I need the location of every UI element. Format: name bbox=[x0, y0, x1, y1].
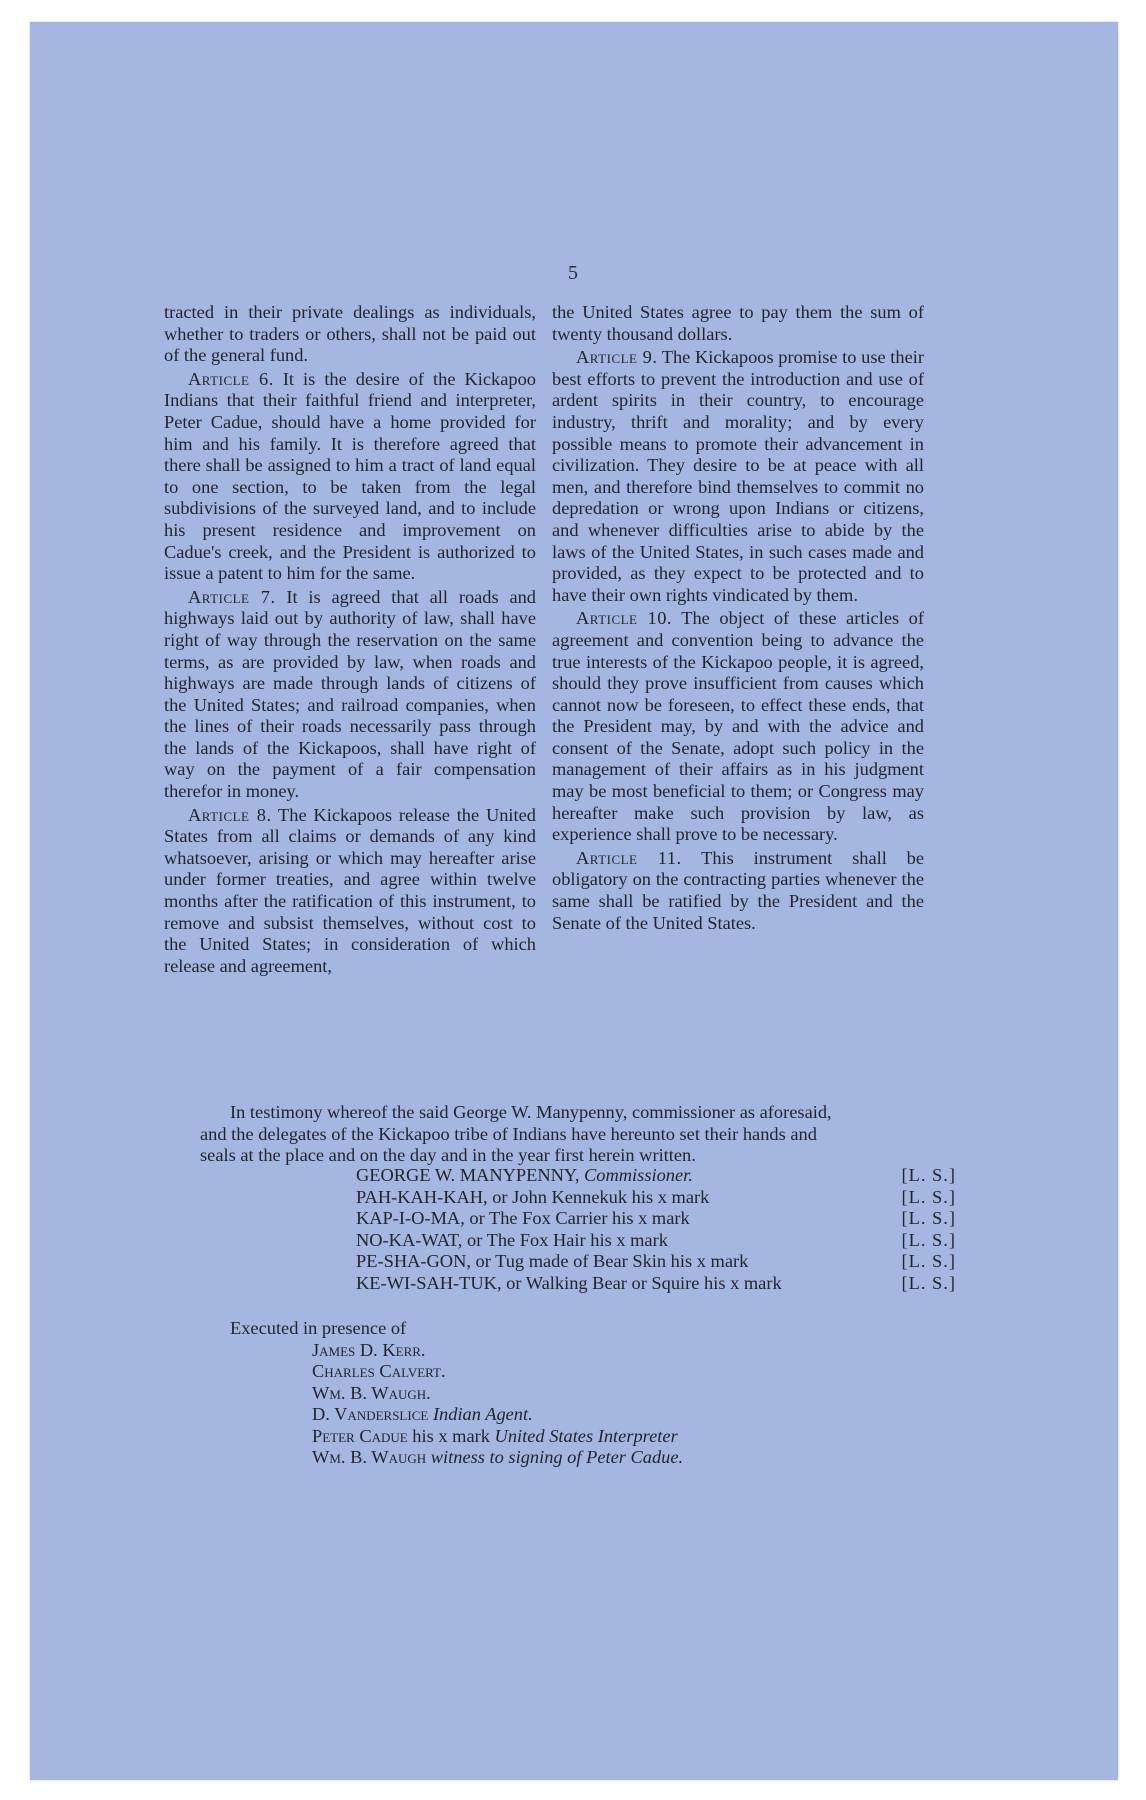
witness-block bbox=[230, 1318, 930, 1469]
signatory-name: KAP-I-O-MA, or The Fox Carrier his x mark bbox=[356, 1208, 690, 1229]
seal-mark: [L. S.] bbox=[901, 1208, 956, 1229]
page-number: 5 bbox=[568, 262, 578, 284]
witness-heading: Executed in presence of bbox=[230, 1318, 407, 1338]
article-text: It is agreed that all roads and highways laid out by authority of law, shall have right of way through the reservation on the same terms, as are provided by law, when roads and highways are made through lands of citizens of the United States; and railroad companies, when the lines of their roads necessarily pass through the lands of the Kickapoos, shall have right of way on the payment of a fair compensation therefor in money. bbox=[164, 586, 536, 802]
article-text: This instrument shall be obligatory on the contracting parties whenever the same shall be ratified by the President and the Senate of the United States. bbox=[552, 847, 924, 933]
testimony-clause bbox=[200, 1102, 952, 1167]
article-11 bbox=[552, 848, 924, 934]
article-9 bbox=[552, 347, 924, 606]
article-label: Article 9. bbox=[576, 347, 658, 368]
article-label: Article 6. bbox=[188, 368, 274, 389]
witness-role: Indian Agent. bbox=[432, 1404, 533, 1424]
article-label: Article 7. bbox=[188, 586, 276, 607]
right-column bbox=[552, 302, 924, 936]
signature-block bbox=[356, 1165, 956, 1295]
witness-role: United States Interpreter bbox=[494, 1425, 678, 1446]
witness-name: Wm. B. Waugh. bbox=[312, 1382, 431, 1403]
signatory-role: Commissioner. bbox=[584, 1165, 693, 1185]
article-7 bbox=[164, 587, 536, 803]
witness-name: D. Vanderslice bbox=[312, 1404, 429, 1424]
witness-name: Charles Calvert. bbox=[312, 1361, 446, 1381]
signature-row bbox=[356, 1230, 956, 1252]
signature-row bbox=[356, 1273, 956, 1295]
article-10 bbox=[552, 608, 924, 846]
article-8 bbox=[164, 805, 536, 978]
article-label: Article 11. bbox=[576, 847, 682, 868]
testimony-line: seals at the place and on the day and in the year first herein written. bbox=[200, 1145, 696, 1165]
witness-name: Peter Cadue bbox=[312, 1425, 408, 1446]
signature-row bbox=[356, 1187, 956, 1209]
seal-mark: [L. S.] bbox=[901, 1229, 956, 1250]
article-text: It is the desire of the Kickapoo Indians that their faithful friend and interpreter, Peter Cadue, should have a home provided for him and his family. It is therefore agreed that there shall be assigned to him a tract of land equal to one section, to be taken from the legal subdivisions of the surveyed land, and to include his present residence and improvement on Cadue's creek, and the President is authorized to issue a patent to him for the same. bbox=[164, 368, 536, 584]
witness-entry bbox=[312, 1426, 930, 1448]
seal-mark: [L. S.] bbox=[901, 1272, 956, 1293]
left-column bbox=[164, 302, 536, 979]
seal-mark: [L. S.] bbox=[901, 1251, 956, 1272]
paragraph-continuation: the United States agree to pay them the sum of twenty thousand dollars. bbox=[552, 302, 924, 344]
signatory-name: PAH-KAH-KAH, or John Kennekuk his x mark bbox=[356, 1186, 710, 1207]
witness-name: James D. Kerr. bbox=[312, 1339, 426, 1360]
article-6 bbox=[164, 369, 536, 585]
signature-row bbox=[356, 1251, 956, 1273]
witness-entry bbox=[312, 1404, 930, 1426]
testimony-line: In testimony whereof the said George W. Manypenny, commissioner as aforesaid, bbox=[230, 1102, 832, 1122]
article-label: Article 8. bbox=[188, 804, 272, 825]
article-text: The object of these articles of agreement and convention being to advance the true interests of the Kickapoo people, it is agreed, should they prove insufficient from causes which cannot now be foreseen, to effect these ends, that the President may, by and with the advice and consent of the Senate, adopt such policy in the management of their affairs as in his judgment may be most beneficial to them; or Congress may hereafter make such provision by law, as experience shall prove to be necessary. bbox=[552, 608, 924, 845]
signatory-name: NO-KA-WAT, or The Fox Hair his x mark bbox=[356, 1229, 668, 1250]
seal-mark: [L. S.] bbox=[901, 1186, 956, 1207]
signature-row bbox=[356, 1165, 956, 1187]
paragraph-continuation: tracted in their private dealings as individuals, whether to traders or others, shall not be paid out of the general fund. bbox=[164, 302, 536, 366]
witness-name: Wm. B. Waugh bbox=[312, 1447, 427, 1467]
witness-role: witness to signing of Peter Cadue. bbox=[430, 1447, 684, 1467]
witness-entry bbox=[312, 1447, 930, 1469]
article-label: Article 10. bbox=[576, 608, 673, 629]
signatory-name: GEORGE W. MANYPENNY, bbox=[356, 1165, 585, 1185]
signatory-name: PE-SHA-GON, or Tug made of Bear Skin his x mark bbox=[356, 1251, 749, 1272]
testimony-line: and the delegates of the Kickapoo tribe of Indians have hereunto set their hands and bbox=[200, 1123, 817, 1144]
signatory-name: KE-WI-SAH-TUK, or Walking Bear or Squire his x mark bbox=[356, 1272, 782, 1293]
signature-row bbox=[356, 1208, 956, 1230]
witness-mark: his x mark bbox=[407, 1425, 495, 1446]
article-text: The Kickapoos release the United States from all claims or demands of any kind whatsoever, arising or which may hereafter arise under former treaties, and agree within twelve months after the ratification of this instrument, to remove and subsist themselves, without cost to the United States; in consideration of which release and agreement, bbox=[164, 804, 537, 976]
article-text: The Kickapoos promise to use their best efforts to prevent the introduction and use of ardent spirits in their country, to encourage industry, thrift and morality; and by every possible means to promote their advancement in civilization. They desire to be at peace with all men, and therefore bind themselves to commit no depredation or wrong upon Indians or citizens, and whenever difficulties arise to abide by the laws of the United States, in such cases made and provided, as they expect to be protected and to have their own rights vindicated by them. bbox=[552, 347, 924, 605]
seal-mark: [L. S.] bbox=[901, 1165, 956, 1185]
